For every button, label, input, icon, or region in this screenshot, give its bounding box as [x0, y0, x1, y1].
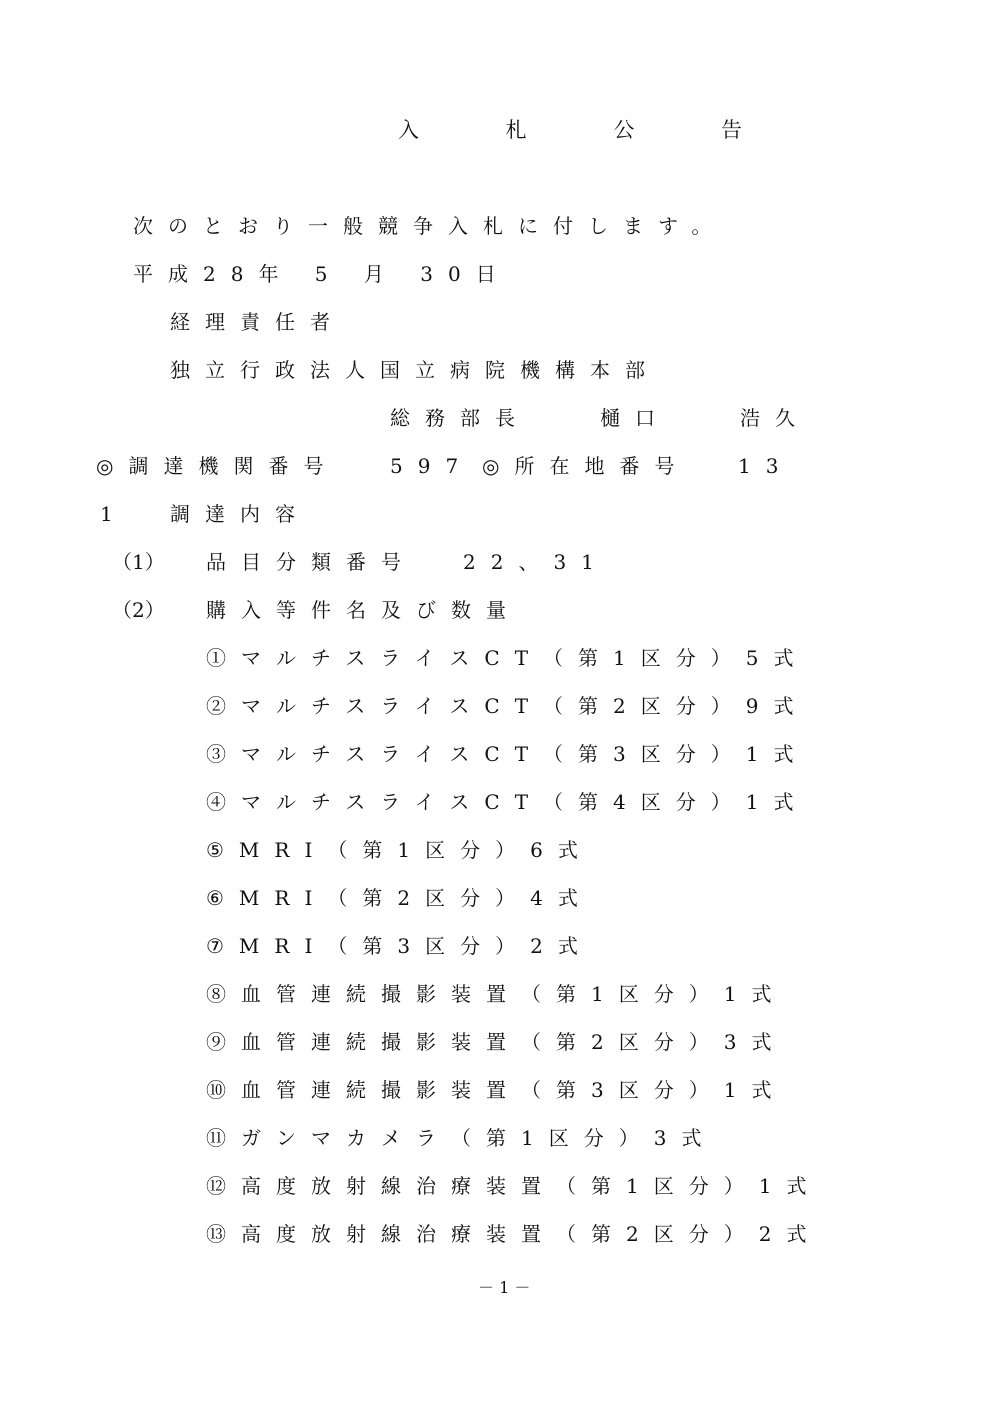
- list-item: ⑫高度放射線治療装置（第1区分）1式: [206, 1174, 822, 1198]
- list-item: ⑧血管連続撮影装置（第1区分）1式: [206, 982, 787, 1006]
- item-1-label: 品目分類番号: [206, 550, 416, 574]
- notice-date: 平成28年 5 月 30日: [133, 262, 511, 286]
- list-item: ⑩血管連続撮影装置（第3区分）1式: [206, 1078, 787, 1102]
- location-number-label: ◎所在地番号: [482, 454, 690, 478]
- location-number-value: 13: [738, 454, 794, 478]
- agency-number-label: ◎調達機関番号: [96, 454, 339, 478]
- list-item: ④マルチスライスCT（第4区分）1式: [206, 790, 809, 814]
- agency-number-value: 597: [390, 454, 474, 478]
- list-item: ⑦MRI（第3区分）2式: [206, 934, 593, 958]
- intro-text: 次のとおり一般競争入札に付します。: [133, 214, 727, 238]
- section-1-heading: 調達内容: [170, 502, 310, 526]
- official-title: 経理責任者: [170, 310, 345, 334]
- item-1-number: （1）: [112, 550, 165, 574]
- item-2-number: （2）: [112, 598, 165, 622]
- list-item: ②マルチスライスCT（第2区分）9式: [206, 694, 809, 718]
- list-item: ③マルチスライスCT（第3区分）1式: [206, 742, 809, 766]
- page-number: － 1 －: [478, 1278, 531, 1297]
- list-item: ⑪ガンマカメラ（第1区分）3式: [206, 1126, 717, 1150]
- list-item: ⑨血管連続撮影装置（第2区分）3式: [206, 1030, 787, 1054]
- page-title: 入 札 公 告: [398, 118, 783, 142]
- organization-name: 独立行政法人国立病院機構本部: [170, 358, 660, 382]
- officer-name: 総務部長 樋口 浩久: [390, 406, 810, 430]
- list-item: ⑬高度放射線治療装置（第2区分）2式: [206, 1222, 822, 1246]
- list-item: ⑤MRI（第1区分）6式: [206, 838, 593, 862]
- section-1-number: 1: [100, 502, 113, 526]
- item-2-label: 購入等件名及び数量: [206, 598, 521, 622]
- list-item: ①マルチスライスCT（第1区分）5式: [206, 646, 809, 670]
- item-1-value: 22、31: [463, 550, 609, 574]
- list-item: ⑥MRI（第2区分）4式: [206, 886, 593, 910]
